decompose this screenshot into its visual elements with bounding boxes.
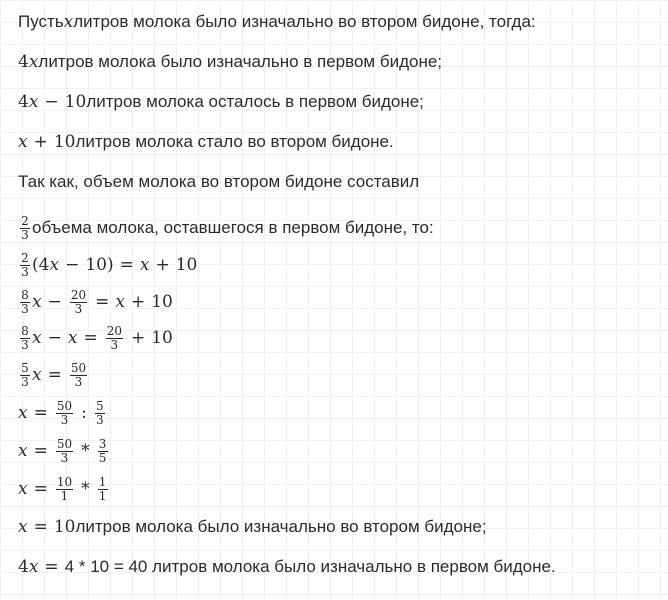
answer-first-can-text: 4 * 10 = 40 литров молока было изначально в первом бидоне. (64, 557, 556, 576)
minus-sign: − (65, 255, 80, 275)
denominator: 3 (110, 337, 119, 352)
numerator: 20 (106, 323, 122, 338)
coef-4: 4 (18, 52, 29, 72)
fraction-five-thirds (95, 400, 105, 427)
coef-4: 4 (38, 255, 50, 275)
denominator: 3 (74, 301, 83, 316)
number-10: 10 (64, 92, 87, 112)
plus-sign: + (33, 132, 48, 152)
answer-second-can-line (18, 516, 487, 538)
open-paren: ( (32, 255, 39, 275)
condition-line (18, 171, 419, 193)
plus-sign: + (155, 255, 170, 275)
intro-text-b: литров молока было изначально во втором бидоне, тогда: (73, 12, 536, 31)
equation-4 (18, 360, 89, 390)
coef-4: 4 (18, 557, 29, 577)
numerator: 8 (21, 287, 29, 302)
number-10: 10 (53, 517, 76, 537)
number-10: 10 (151, 292, 173, 312)
coef-4: 4 (18, 92, 29, 112)
denominator: 3 (21, 301, 29, 316)
equals-sign: = (95, 292, 110, 312)
equation-1 (18, 250, 197, 280)
denominator: 3 (60, 450, 69, 465)
equals-sign: = (33, 403, 48, 423)
numerator: 20 (70, 287, 87, 302)
equation-7 (18, 474, 110, 504)
fraction-condition-line (18, 213, 434, 243)
var-x: x (67, 328, 78, 348)
numerator: 2 (21, 213, 29, 228)
numerator: 50 (56, 398, 73, 413)
numerator: 5 (96, 398, 104, 413)
var-x: x (49, 255, 60, 275)
var-x: x (32, 328, 42, 348)
equals-sign: = (33, 479, 48, 499)
first-can-remaining-line (18, 91, 424, 113)
denominator: 1 (60, 488, 69, 503)
denominator: 3 (21, 227, 29, 242)
first-can-initial-line (18, 51, 442, 73)
number-10: 10 (175, 255, 198, 275)
intro-line (18, 11, 536, 33)
equation-5 (18, 398, 107, 428)
fraction-two-thirds (20, 252, 30, 279)
numerator: 10 (56, 474, 73, 489)
fraction-fifty-thirds (70, 362, 87, 389)
answer-second-can-text: литров молока было изначально во втором бидоне; (75, 517, 487, 536)
equals-sign: = (47, 365, 62, 385)
equation-6 (18, 436, 110, 466)
number-10: 10 (151, 328, 173, 348)
fraction-twenty-thirds (106, 325, 123, 352)
fraction-twenty-thirds (70, 289, 87, 316)
var-x: x (28, 52, 39, 72)
numerator: 1 (98, 474, 107, 489)
plus-sign: + (130, 328, 146, 348)
denominator: 3 (74, 374, 83, 389)
number-10: 10 (53, 132, 76, 152)
fraction-ten-over-one (56, 476, 73, 503)
condition-text: Так как, объем молока во втором бидоне составил (18, 172, 420, 191)
fraction-eight-thirds (20, 289, 30, 316)
var-x: x (18, 441, 28, 461)
var-x: x (18, 403, 28, 423)
var-x: x (63, 12, 74, 32)
var-x: x (18, 517, 28, 537)
fraction-fifty-thirds (56, 400, 73, 427)
intro-text-a: Пусть (18, 12, 64, 31)
fraction-condition-text: объема молока, оставшегося в первом бидоне, то: (32, 218, 434, 237)
numerator: 8 (21, 323, 29, 338)
fraction-five-thirds (20, 362, 30, 389)
var-x: x (115, 292, 125, 312)
close-paren: ) (106, 255, 114, 275)
numerator: 50 (56, 436, 73, 451)
minus-sign: − (47, 328, 62, 348)
numerator: 50 (70, 360, 87, 375)
denominator: 3 (96, 412, 104, 427)
equals-sign: = (33, 517, 48, 537)
var-x: x (139, 255, 150, 275)
denominator: 3 (21, 264, 29, 279)
equation-3 (18, 323, 173, 353)
var-x: x (28, 92, 39, 112)
equals-sign: = (33, 441, 48, 461)
minus-sign: − (44, 92, 59, 112)
first-can-initial-text: литров молока было изначально в первом бидоне; (38, 52, 443, 71)
second-can-now-text: литров молока стало во втором бидоне. (75, 132, 394, 151)
equals-sign: = (119, 255, 134, 275)
var-x: x (32, 292, 42, 312)
second-can-now-line (18, 131, 394, 153)
fraction-fifty-thirds (56, 438, 73, 465)
denominator: 3 (21, 337, 29, 352)
equation-2 (18, 287, 173, 317)
fraction-three-fifths (98, 438, 108, 465)
numerator: 3 (98, 436, 107, 451)
fraction-two-thirds (20, 215, 30, 242)
var-x: x (32, 365, 42, 385)
multiply-sign: * (81, 479, 90, 499)
numerator: 2 (21, 250, 29, 265)
equals-sign: = (44, 557, 59, 577)
plus-sign: + (130, 292, 146, 312)
equals-sign: = (83, 328, 98, 348)
divide-sign: : (81, 403, 87, 423)
first-can-remaining-text: литров молока осталось в первом бидоне; (86, 92, 424, 111)
minus-sign: − (47, 292, 62, 312)
var-x: x (18, 479, 28, 499)
denominator: 5 (98, 450, 107, 465)
multiply-sign: * (81, 441, 90, 461)
var-x: x (18, 132, 28, 152)
number-10: 10 (85, 255, 107, 275)
fraction-eight-thirds (20, 325, 30, 352)
denominator: 3 (21, 374, 29, 389)
var-x: x (28, 557, 39, 577)
numerator: 5 (21, 360, 29, 375)
fraction-one-over-one (98, 476, 108, 503)
denominator: 1 (98, 488, 107, 503)
denominator: 3 (60, 412, 69, 427)
answer-first-can-line (18, 556, 556, 578)
